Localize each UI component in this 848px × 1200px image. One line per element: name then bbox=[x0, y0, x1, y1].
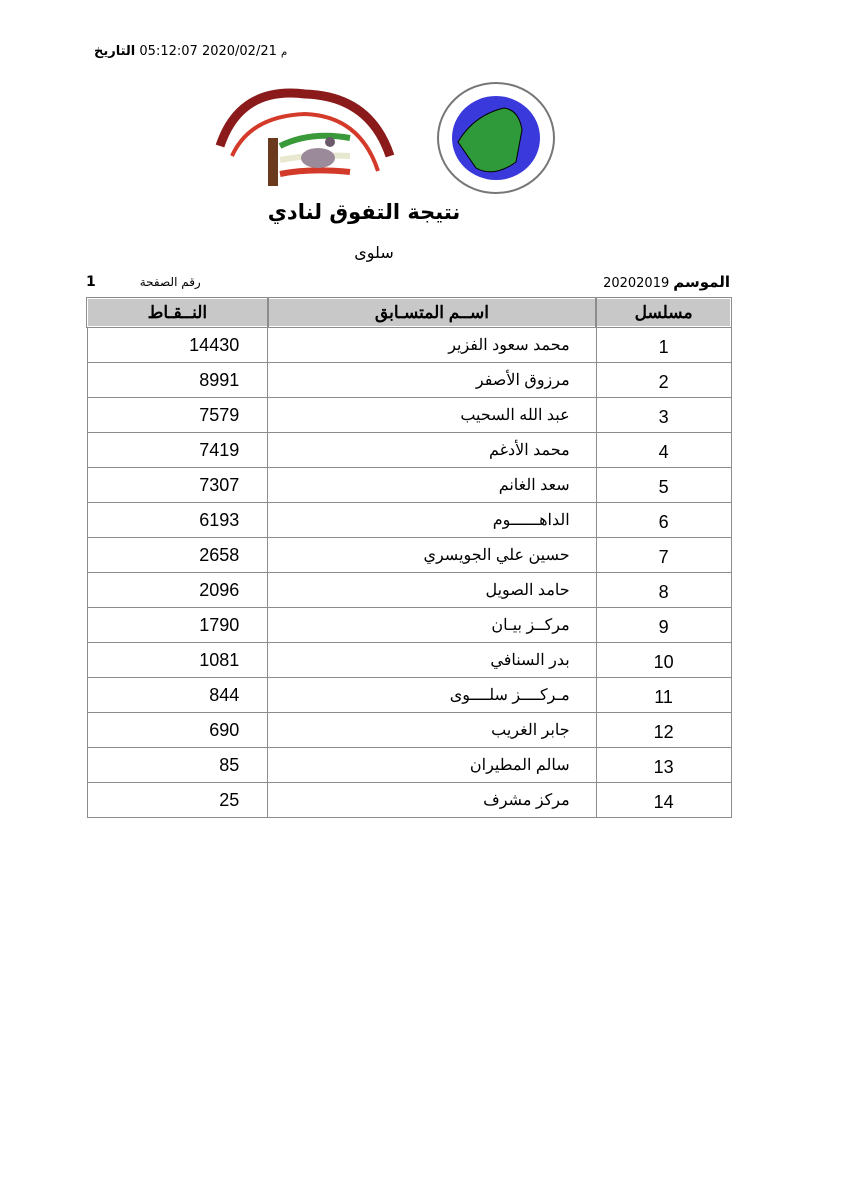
cell-points: 690 bbox=[87, 713, 268, 748]
cell-name: حسين علي الجويسري bbox=[268, 538, 596, 573]
page-title bbox=[0, 200, 848, 224]
header-name: اســم المتسـابق bbox=[268, 298, 596, 327]
table-row bbox=[87, 363, 731, 398]
cell-points: 1081 bbox=[87, 643, 268, 678]
cell-name: عبد الله السحيب bbox=[268, 398, 596, 433]
table-row bbox=[87, 713, 731, 748]
cell-points: 1790 bbox=[87, 608, 268, 643]
header-points: النــقـاط bbox=[87, 298, 268, 327]
header-serial: مسلسل bbox=[596, 298, 731, 327]
cell-points: 844 bbox=[87, 678, 268, 713]
table-row bbox=[87, 573, 731, 608]
table-row bbox=[87, 433, 731, 468]
cell-name: محمد سعود الفزير bbox=[268, 327, 596, 363]
table-row bbox=[87, 503, 731, 538]
club-logo bbox=[210, 76, 398, 192]
cell-name: مـركــــز سلــــوى bbox=[268, 678, 596, 713]
cell-serial: 2 bbox=[596, 363, 731, 398]
cell-name: مرزوق الأصفر bbox=[268, 363, 596, 398]
table-row bbox=[87, 468, 731, 503]
cell-serial: 8 bbox=[596, 573, 731, 608]
cell-serial: 10 bbox=[596, 643, 731, 678]
print-date bbox=[80, 44, 290, 59]
cell-points: 2096 bbox=[87, 573, 268, 608]
date-label: التاريخ bbox=[94, 44, 136, 59]
table-header-row bbox=[87, 298, 731, 327]
table-row bbox=[87, 783, 731, 818]
table-row bbox=[87, 608, 731, 643]
cell-points: 7307 bbox=[87, 468, 268, 503]
cell-points: 6193 bbox=[87, 503, 268, 538]
cell-serial: 3 bbox=[596, 398, 731, 433]
table-row bbox=[87, 538, 731, 573]
table-row bbox=[87, 643, 731, 678]
date-suffix: م bbox=[281, 47, 288, 58]
cell-points: 14430 bbox=[87, 327, 268, 363]
page-title-text: نتيجة التفوق لنادي bbox=[267, 200, 461, 224]
cell-points: 85 bbox=[87, 748, 268, 783]
page-number-value: 1 bbox=[86, 274, 96, 290]
club-name-text: سلوى bbox=[354, 243, 394, 262]
table-row bbox=[87, 398, 731, 433]
cell-name: محمد الأدغم bbox=[268, 433, 596, 468]
results-table bbox=[86, 297, 732, 818]
cell-serial: 11 bbox=[596, 678, 731, 713]
page-number-label: رقم الصفحة bbox=[139, 275, 201, 289]
club-name bbox=[0, 243, 848, 262]
cell-serial: 9 bbox=[596, 608, 731, 643]
page-number bbox=[86, 274, 201, 290]
cell-serial: 7 bbox=[596, 538, 731, 573]
season-value: 20202019 bbox=[603, 276, 670, 291]
season-label: الموسم bbox=[673, 273, 730, 291]
cell-name: مركز مشرف bbox=[268, 783, 596, 818]
cell-serial: 5 bbox=[596, 468, 731, 503]
federation-logo bbox=[434, 80, 558, 198]
cell-serial: 12 bbox=[596, 713, 731, 748]
cell-serial: 13 bbox=[596, 748, 731, 783]
table-row bbox=[87, 327, 731, 363]
cell-name: بدر السنافي bbox=[268, 643, 596, 678]
cell-serial: 4 bbox=[596, 433, 731, 468]
date-value: 2020/02/21 05:12:07 bbox=[139, 44, 277, 59]
cell-name: سعد الغانم bbox=[268, 468, 596, 503]
cell-serial: 6 bbox=[596, 503, 731, 538]
table-row bbox=[87, 678, 731, 713]
cell-points: 7579 bbox=[87, 398, 268, 433]
table-row bbox=[87, 748, 731, 783]
cell-name: مركــز بيـان bbox=[268, 608, 596, 643]
cell-name: سالم المطيران bbox=[268, 748, 596, 783]
cell-serial: 14 bbox=[596, 783, 731, 818]
cell-name: حامد الصويل bbox=[268, 573, 596, 608]
season bbox=[603, 273, 730, 291]
cell-points: 2658 bbox=[87, 538, 268, 573]
cell-name: الداهــــــوم bbox=[268, 503, 596, 538]
cell-points: 8991 bbox=[87, 363, 268, 398]
cell-points: 25 bbox=[87, 783, 268, 818]
cell-name: جابر الغريب bbox=[268, 713, 596, 748]
cell-serial: 1 bbox=[596, 327, 731, 363]
cell-points: 7419 bbox=[87, 433, 268, 468]
